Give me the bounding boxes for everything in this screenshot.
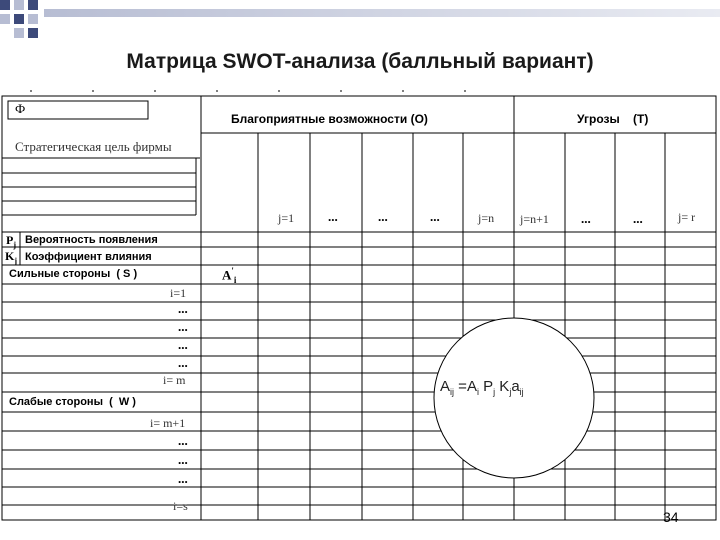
decor-square-4 [0, 14, 10, 24]
column-label: ... [430, 209, 440, 224]
p-text: Вероятность появления [25, 234, 158, 246]
column-label: ... [581, 211, 591, 226]
row-label: ... [178, 355, 188, 370]
column-label: j=n [478, 211, 495, 225]
decor-square-1 [0, 0, 10, 10]
header-rule [44, 9, 720, 17]
decor-square-5 [14, 14, 24, 24]
p-symbol: $P_j$ [6, 233, 17, 250]
column-label: j= r [678, 210, 696, 224]
row-label: ... [178, 471, 188, 486]
column-label: j=n+1 [520, 212, 549, 226]
k-text: Коэффициент влияния [25, 251, 152, 263]
goal-label: Стратегическая цель фирмы [15, 139, 172, 154]
f-label: Ф [15, 101, 26, 116]
weaknesses-label: Слабые стороны ( W ) [9, 396, 136, 408]
formula: $A_{ij} =A_i$ $P_j$ $K_ja_{ij}$ [440, 378, 524, 397]
column-label: j=1 [278, 211, 295, 225]
row-label: ... [178, 301, 188, 316]
page-number: 34 [663, 509, 679, 525]
slide-title: Матрица SWOT-анализа (балльный вариант) [126, 50, 594, 73]
row-label: ... [178, 337, 188, 352]
k-symbol: $K_j$ [5, 249, 18, 266]
row-label: ... [178, 319, 188, 334]
row-label: i= m+1 [150, 416, 186, 430]
threats-header: Угрозы (Т) [577, 112, 649, 126]
column-label: ... [328, 209, 338, 224]
f-box [8, 101, 148, 119]
row-label: ... [178, 433, 188, 448]
decor-square-6 [28, 14, 38, 24]
decor-square-2 [14, 0, 24, 10]
decor-square-3 [28, 0, 38, 10]
decor-square-7 [14, 28, 24, 38]
row-label: ... [178, 452, 188, 467]
strengths-label: Сильные стороны ( S ) [9, 268, 138, 280]
matrix-frame [2, 96, 716, 520]
a-prime-symbol: $A'_i$ [222, 266, 237, 285]
decor-square-8 [28, 28, 38, 38]
opportunities-header: Благоприятные возможности (О) [231, 112, 428, 126]
row-label: i=s [173, 499, 188, 513]
column-label: ... [378, 209, 388, 224]
row-label: i=1 [170, 286, 187, 300]
column-label: ... [633, 211, 643, 226]
formula-circle [434, 318, 594, 478]
row-label: i= m [163, 373, 186, 387]
